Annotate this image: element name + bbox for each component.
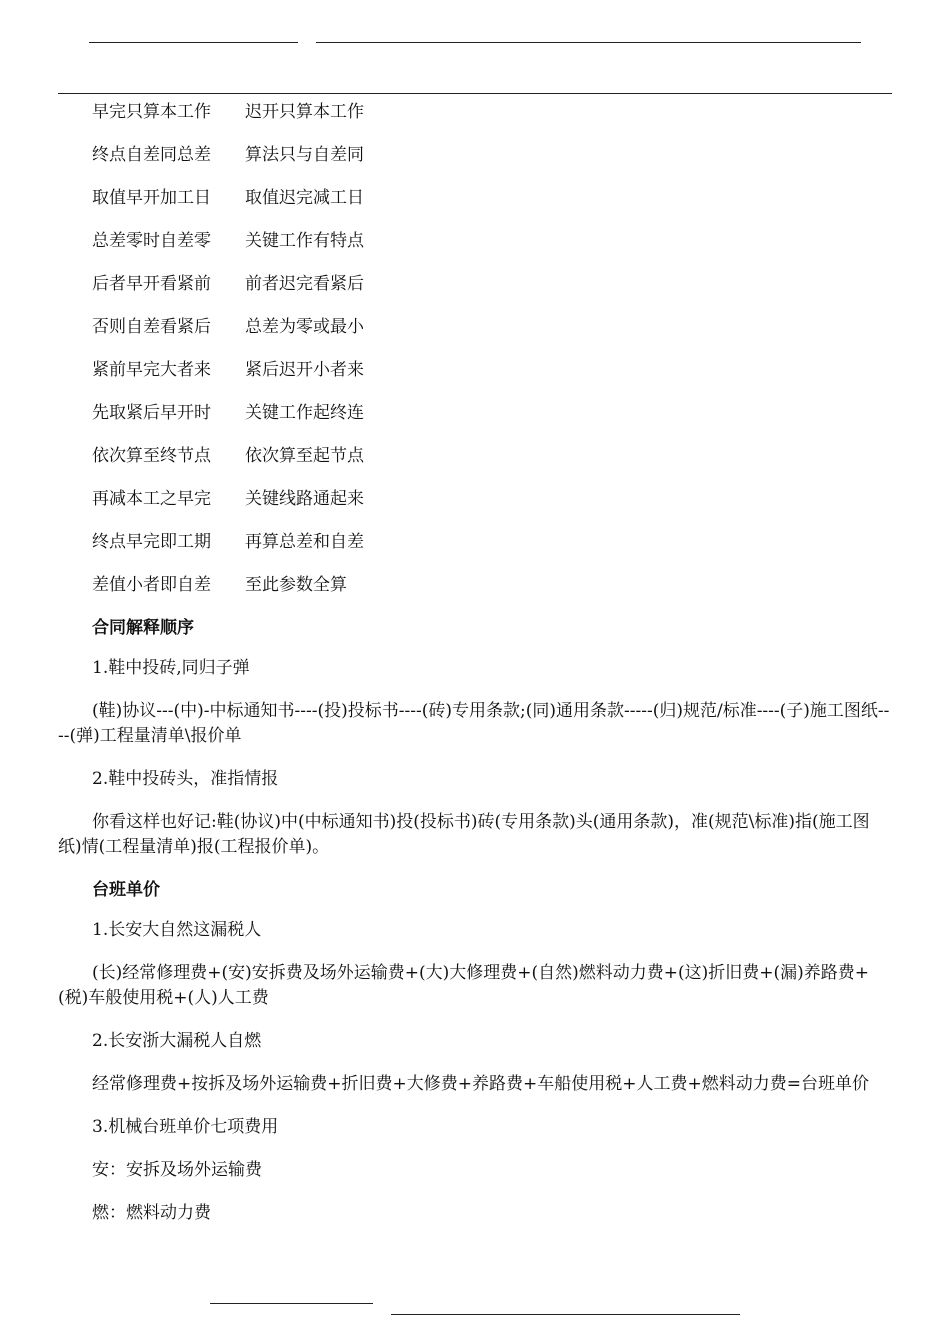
verse-line xyxy=(92,530,890,573)
header-underline xyxy=(58,93,892,94)
verse-left: 总差零时自差零 xyxy=(92,231,211,251)
header-rule-left xyxy=(89,42,298,43)
document-body xyxy=(58,100,890,1244)
verse-left: 紧前早完大者来 xyxy=(92,360,211,380)
verse-left: 依次算至终节点 xyxy=(92,446,211,466)
verse-left: 先取紧后早开时 xyxy=(92,403,211,423)
verse-left: 再减本工之早完 xyxy=(92,489,211,509)
verse-line xyxy=(92,229,890,272)
shift-item-5: 燃：燃料动力费 xyxy=(92,1203,211,1223)
verse-line xyxy=(92,401,890,444)
verse-line xyxy=(92,315,890,358)
verse-left: 终点自差同总差 xyxy=(92,145,211,165)
verse-right: 关键线路通起来 xyxy=(245,489,364,509)
verse-right: 关键工作起终连 xyxy=(245,403,364,423)
verse-line xyxy=(92,573,890,616)
contract-paragraph-1: (鞋)协议---(中)-中标通知书----(投)投标书----(砖)专用条款;(同)通用条款-----(归)规范/标准----(子)施工图纸----(弹)工程量清单\报价单 xyxy=(58,701,890,746)
footer-rule-left xyxy=(210,1303,373,1304)
shift-paragraph-1: (长)经常修理费+(安)安拆费及场外运输费+(大)大修理费+(自然)燃料动力费+(这)折旧费+(漏)养路费+(税)车般使用税+(人)人工费 xyxy=(58,963,870,1008)
shift-paragraph-2: 经常修理费+按拆及场外运输费+折旧费+大修费+养路费+车船使用税+人工费+燃料动力费=台班单价 xyxy=(92,1074,869,1094)
verse-left: 取值早开加工日 xyxy=(92,188,211,208)
shift-item-1: 1.长安大自然这漏税人 xyxy=(92,920,262,940)
verse-left: 后者早开看紧前 xyxy=(92,274,211,294)
verse-right: 取值迟完减工日 xyxy=(245,188,364,208)
verse-line xyxy=(92,100,890,143)
header-rule-right xyxy=(316,42,861,43)
verse-line xyxy=(92,186,890,229)
verse-left: 否则自差看紧后 xyxy=(92,317,211,337)
contract-paragraph-2: 你看这样也好记:鞋(协议)中(中标通知书)投(投标书)砖(专用条款)头(通用条款)，准(规范\标准)指(施工图纸)情(工程量清单)报(工程报价单)。 xyxy=(58,812,870,857)
verse-line xyxy=(92,487,890,530)
section-heading-shift-price: 台班单价 xyxy=(92,880,160,900)
verse-left: 终点早完即工期 xyxy=(92,532,211,552)
verse-line xyxy=(92,143,890,186)
verse-right: 再算总差和自差 xyxy=(245,532,364,552)
shift-item-3: 3.机械台班单价七项费用 xyxy=(92,1117,279,1137)
verse-right: 前者迟完看紧后 xyxy=(245,274,364,294)
verse-right: 依次算至起节点 xyxy=(245,446,364,466)
verse-left: 早完只算本工作 xyxy=(92,102,211,122)
section-heading-contract: 合同解释顺序 xyxy=(92,618,194,638)
verse-line xyxy=(92,444,890,487)
verse-right: 至此参数全算 xyxy=(245,575,347,595)
verse-line xyxy=(92,272,890,315)
verse-block xyxy=(58,100,890,616)
verse-line xyxy=(92,358,890,401)
verse-right: 关键工作有特点 xyxy=(245,231,364,251)
shift-item-4: 安：安拆及场外运输费 xyxy=(92,1160,262,1180)
contract-item-2: 2.鞋中投砖头，准指情报 xyxy=(92,769,279,789)
verse-right: 紧后迟开小者来 xyxy=(245,360,364,380)
verse-left: 差值小者即自差 xyxy=(92,575,211,595)
footer-rule-right xyxy=(391,1314,740,1315)
contract-item-1: 1.鞋中投砖,同归子弹 xyxy=(92,658,250,678)
verse-right: 迟开只算本工作 xyxy=(245,102,364,122)
verse-right: 总差为零或最小 xyxy=(245,317,364,337)
shift-item-2: 2.长安浙大漏税人自燃 xyxy=(92,1031,262,1051)
verse-right: 算法只与自差同 xyxy=(245,145,364,165)
